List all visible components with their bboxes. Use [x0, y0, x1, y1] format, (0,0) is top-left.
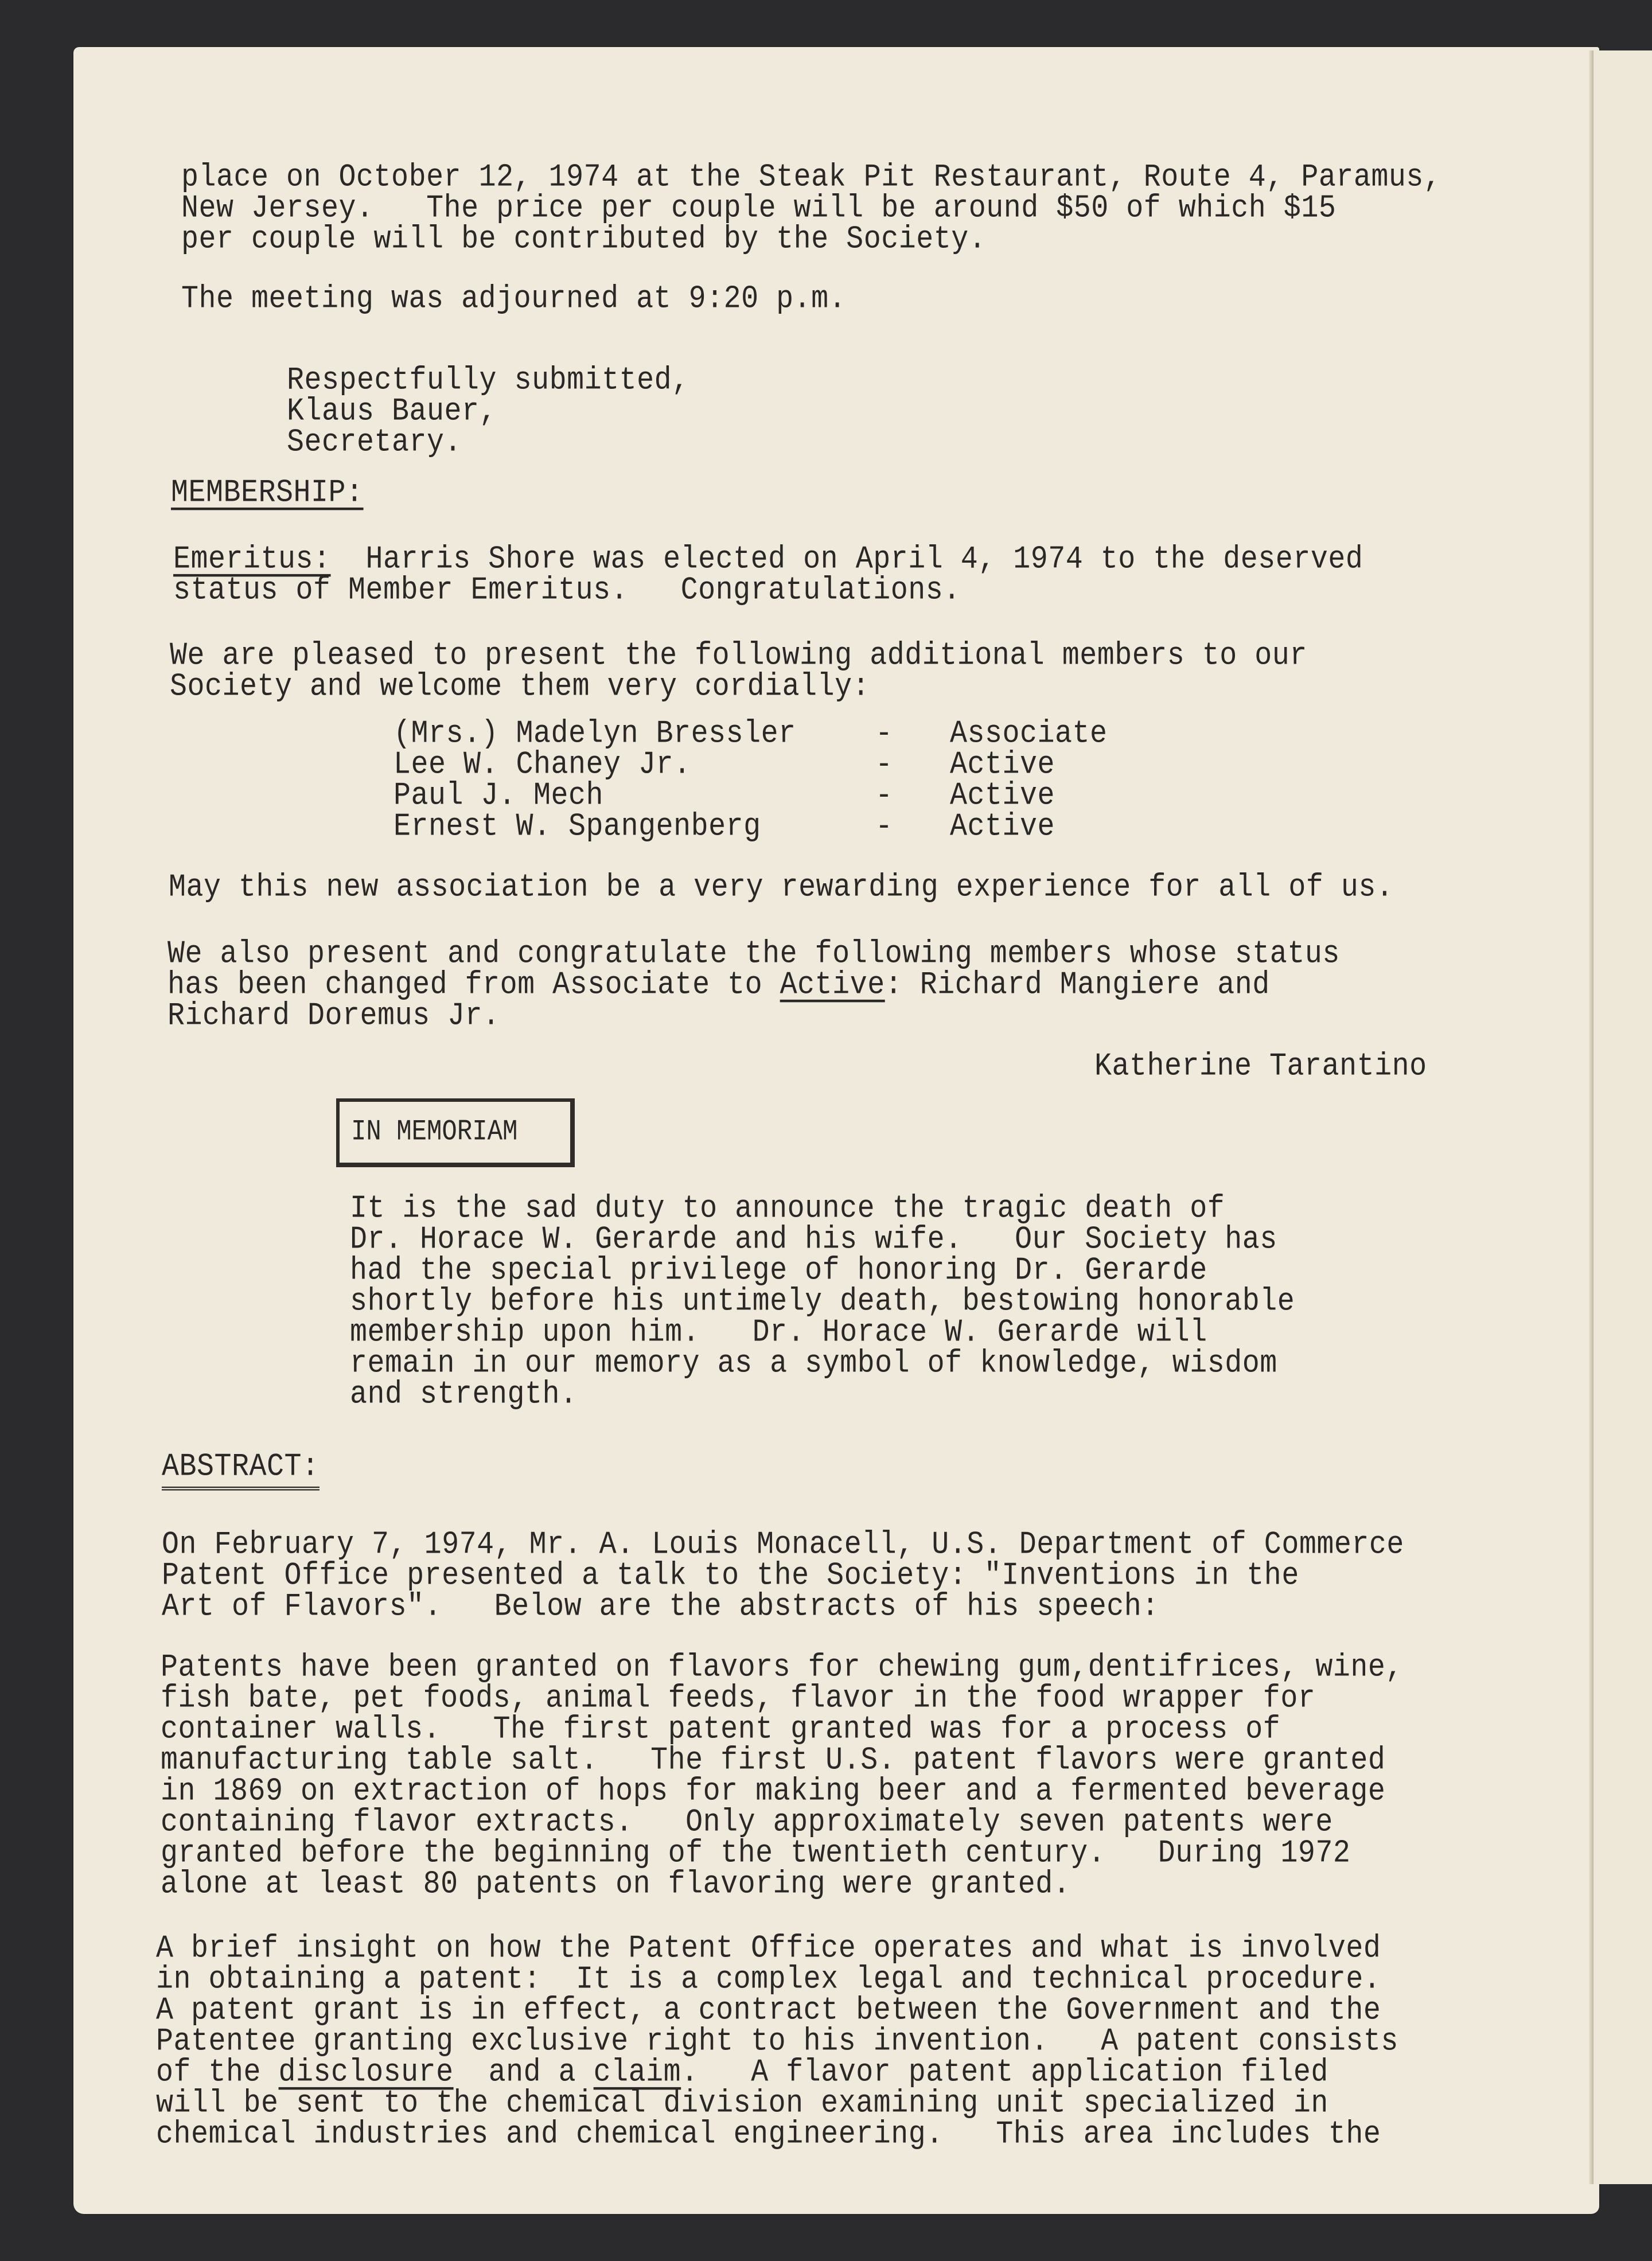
member-dash: - [875, 746, 893, 783]
abstract-text: of the [156, 2054, 279, 2091]
abstract-para1: manufacturing table salt. The first U.S. patent flavors were granted [161, 1742, 1386, 1779]
members-intro: Society and welcome them very cordially: [170, 668, 870, 705]
abstract-para2: will be sent to the chemical division examining unit specialized in [156, 2085, 1328, 2122]
status-change-text: : Richard Mangiere and [885, 966, 1270, 1004]
members-intro: We are pleased to present the following additional members to our [170, 637, 1307, 675]
signature-title: Secretary. [287, 424, 462, 461]
member-status: Active [950, 808, 1055, 845]
abstract-para1: container walls. The first patent granted was for a process of [161, 1711, 1281, 1748]
memoriam-box [336, 1098, 575, 1167]
active-emphasis: Active [780, 966, 885, 1004]
abstract-intro: On February 7, 1974, Mr. A. Louis Monacell, U.S. Department of Commerce [162, 1526, 1404, 1564]
abstract-para2: A patent grant is in effect, a contract between the Government and the [156, 1992, 1381, 2029]
memoriam-line: and strength. [350, 1376, 578, 1413]
member-name: Ernest W. Spangenberg [393, 808, 761, 845]
abstract-text: . A flavor patent application filed [681, 2054, 1328, 2091]
memoriam-line: had the special privilege of honoring Dr. Gerarde [350, 1252, 1207, 1289]
abstract-text: and a [453, 2054, 594, 2091]
minutes-line: per couple will be contributed by the Society. [181, 221, 987, 258]
member-dash: - [875, 715, 893, 753]
member-status: Active [950, 777, 1055, 814]
abstract-para1: alone at least 80 patents on flavoring were granted. [161, 1866, 1071, 1903]
abstract-intro: Art of Flavors". Below are the abstracts of his speech: [162, 1588, 1159, 1625]
signature-name: Klaus Bauer, [287, 393, 497, 430]
minutes-line: New Jersey. The price per couple will be around $50 of which $15 [181, 190, 1337, 227]
abstract-para1: Patents have been granted on flavors for chewing gum,dentifrices, wine, [161, 1649, 1403, 1686]
memoriam-heading: IN MEMORIAM [351, 1116, 518, 1149]
memoriam-line: shortly before his untimely death, bestowing honorable [350, 1283, 1295, 1320]
status-change-text: has been changed from Associate to [167, 966, 780, 1004]
abstract-intro: Patent Office presented a talk to the Society: "Inventions in the [162, 1557, 1299, 1595]
member-status: Active [950, 746, 1055, 783]
emeritus-label: Emeritus: [173, 541, 331, 578]
memoriam-line: Dr. Horace W. Gerarde and his wife. Our Society has [350, 1221, 1277, 1258]
member-name: (Mrs.) Madelyn Bressler [393, 715, 796, 753]
abstract-para1: granted before the beginning of the twentieth century. During 1972 [161, 1835, 1351, 1872]
membership-heading: MEMBERSHIP: [171, 474, 364, 512]
signature-line: Respectfully submitted, [287, 362, 689, 399]
status-change-line: Richard Doremus Jr. [167, 997, 500, 1035]
wish-text: May this new association be a very rewarding experience for all of us. [169, 869, 1394, 906]
abstract-para2: in obtaining a patent: It is a complex legal and technical procedure. [156, 1961, 1381, 1998]
member-name: Paul J. Mech [393, 777, 604, 814]
adjourned-text: The meeting was adjourned at 9:20 p.m. [181, 280, 847, 318]
status-change-line: We also present and congratulate the following members whose status [167, 935, 1340, 973]
member-status: Associate [950, 715, 1108, 753]
emeritus-text: Harris Shore was elected on April 4, 1974 to the deserved [330, 541, 1363, 578]
abstract-heading: ABSTRACT: [162, 1449, 320, 1491]
abstract-heading-wrap [162, 1450, 320, 1484]
emeritus-line-2: status of Member Emeritus. Congratulations. [173, 572, 961, 609]
abstract-para2: Patentee granting exclusive right to his invention. A patent consists [156, 2023, 1398, 2060]
disclosure-emphasis: disclosure [278, 2054, 454, 2091]
abstract-para1: containing flavor extracts. Only approximately seven patents were [161, 1804, 1333, 1841]
membership-heading-wrap [171, 476, 364, 510]
abstract-para2: chemical industries and chemical engineering. This area includes the [156, 2116, 1381, 2153]
member-dash: - [875, 777, 893, 814]
member-dash: - [875, 808, 893, 845]
memoriam-line: remain in our memory as a symbol of knowledge, wisdom [350, 1345, 1277, 1382]
abstract-para1: fish bate, pet foods, animal feeds, flavor in the food wrapper for [161, 1680, 1316, 1717]
minutes-line: place on October 12, 1974 at the Steak Pit Restaurant, Route 4, Paramus, [181, 159, 1441, 196]
abstract-para1: in 1869 on extraction of hops for making beer and a fermented beverage [161, 1773, 1386, 1810]
abstract-para2: A brief insight on how the Patent Office operates and what is involved [156, 1930, 1381, 1967]
memoriam-line: membership upon him. Dr. Horace W. Gerarde will [350, 1314, 1207, 1351]
claim-emphasis: claim [593, 2054, 681, 2091]
member-name: Lee W. Chaney Jr. [393, 746, 691, 783]
adjacent-page-edge [1593, 50, 1652, 2184]
membership-author: Katherine Tarantino [1094, 1048, 1427, 1085]
memoriam-line: It is the sad duty to announce the tragic death of [350, 1190, 1225, 1227]
